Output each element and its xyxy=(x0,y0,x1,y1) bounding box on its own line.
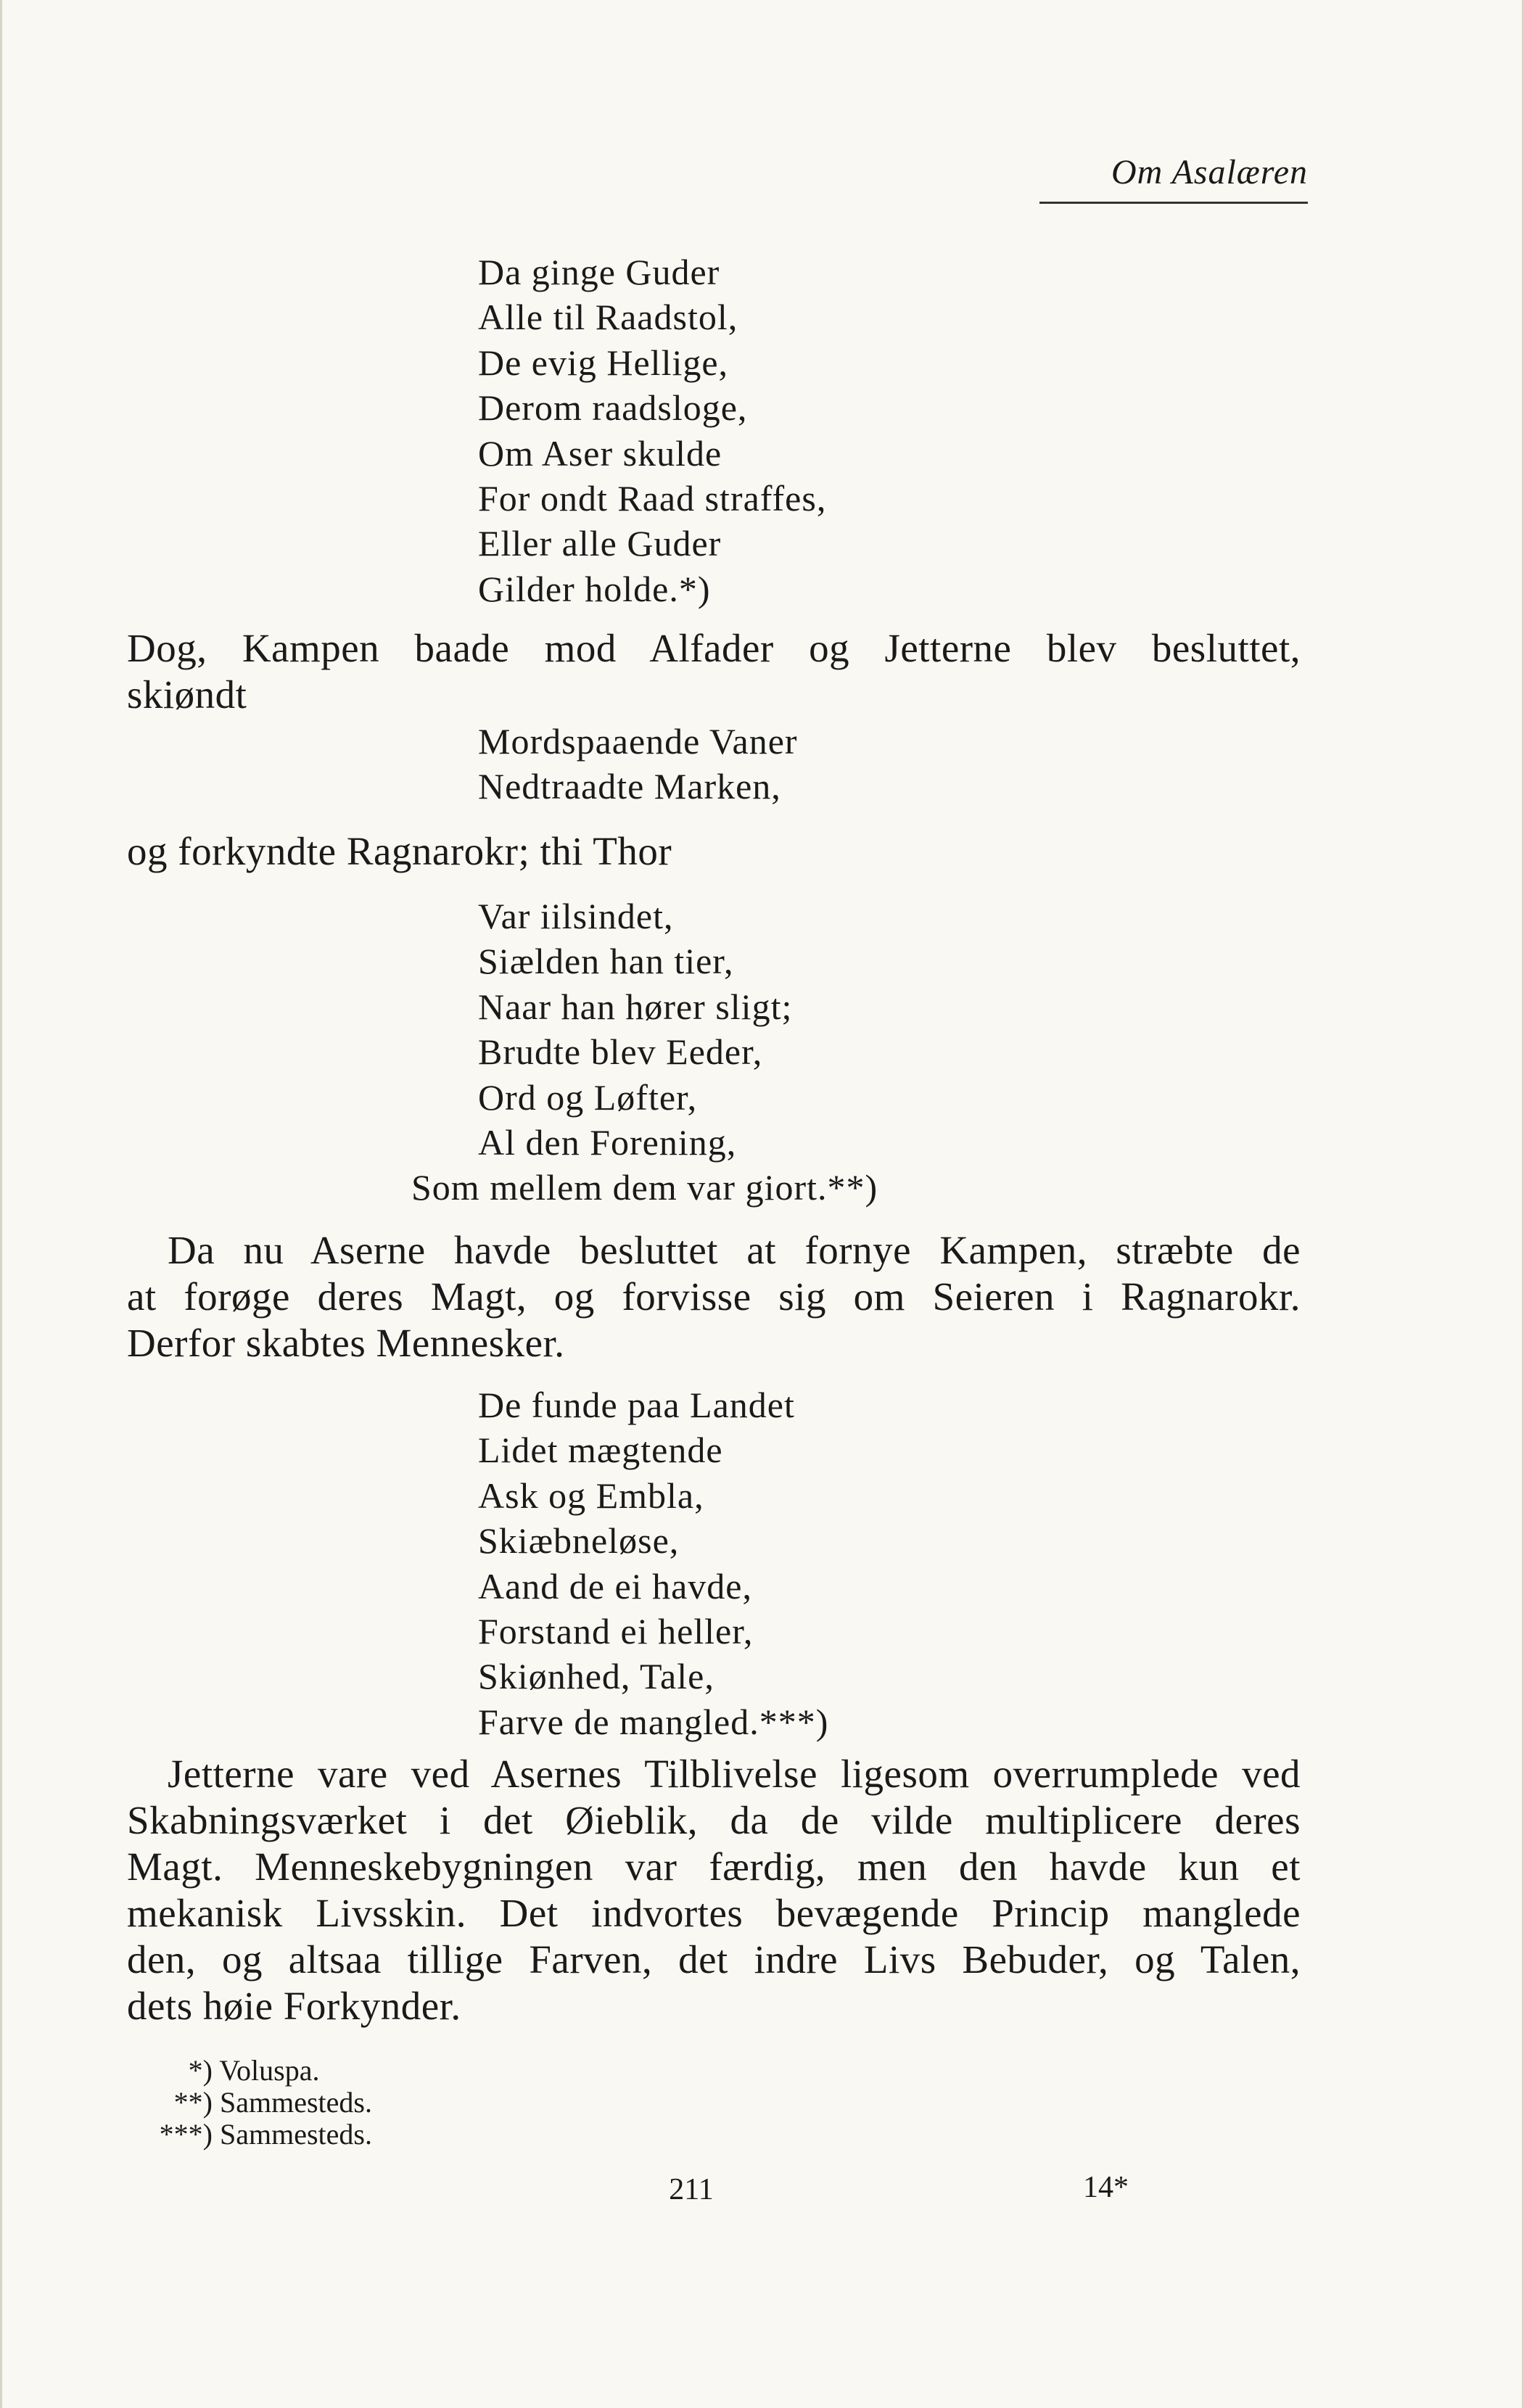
verse-line: Om Aser skulde xyxy=(478,432,722,474)
verse-line: Brudte blev Eeder, xyxy=(478,1031,763,1073)
verse-line: De funde paa Landet xyxy=(478,1385,795,1425)
paragraph-line: mekanisk Livsskin. Det indvortes bevægende Princip manglede xyxy=(127,1891,1301,1935)
verse-line: Naar han hører sligt; xyxy=(478,986,793,1027)
paragraph-line: dets høie Forkynder. xyxy=(127,1984,461,2028)
footnote-text: Sammesteds. xyxy=(220,2086,372,2119)
footnotes xyxy=(127,2055,372,2151)
verse-line: Da ginge Guder xyxy=(478,252,720,292)
verse-line: Farve de mangled.***) xyxy=(478,1701,829,1742)
verse-line: Derom raadsloge, xyxy=(478,387,748,429)
verse-line: Aand de ei havde, xyxy=(478,1565,752,1607)
footnote-text: Sammesteds. xyxy=(220,2118,372,2151)
paragraph-line: Dog, Kampen baade mod Alfader og Jetterne blev besluttet, xyxy=(127,626,1301,670)
verse-line: Nedtraadte Marken, xyxy=(478,766,781,807)
footnote-mark: **) xyxy=(173,2086,213,2119)
verse-block-3 xyxy=(411,894,878,1211)
verse-line: For ondt Raad straffes, xyxy=(478,478,827,519)
verse-line: Skiæbneløse, xyxy=(478,1520,680,1562)
footnote xyxy=(127,2119,372,2151)
paragraph-4 xyxy=(127,1751,1301,2029)
verse-line: Var iilsindet, xyxy=(478,896,674,936)
verse-block-2 xyxy=(478,719,798,809)
verse-line: Eller alle Guder xyxy=(478,523,722,564)
paragraph-line: skiøndt xyxy=(127,672,247,717)
paragraph-2 xyxy=(127,828,1301,875)
paragraph-line: Da nu Aserne havde besluttet at fornye Kampen, stræbte de xyxy=(168,1228,1301,1272)
paragraph-3 xyxy=(127,1227,1301,1366)
footnote-mark: ***) xyxy=(159,2118,213,2151)
verse-line: Siælden han tier, xyxy=(478,941,734,982)
paragraph-line: Magt. Menneskebygningen var færdig, men den havde kun et xyxy=(127,1844,1301,1889)
paragraph-line: den, og altsaa tillige Farven, det indre Livs Bebuder, og Talen, xyxy=(127,1937,1301,1982)
header-rule xyxy=(1039,202,1308,204)
verse-line: Al den Forening, xyxy=(478,1122,737,1163)
page-number: 211 xyxy=(669,2173,714,2206)
footnote xyxy=(127,2087,372,2119)
verse-line: Skiønhed, Tale, xyxy=(478,1656,714,1697)
paragraph-1 xyxy=(127,625,1301,718)
paragraph-line: Jetterne vare ved Asernes Tilblivelse ligesom overrumplede ved xyxy=(168,1752,1301,1796)
verse-line: Lidet mægtende xyxy=(478,1430,723,1471)
footnote-text: Voluspa. xyxy=(219,2054,320,2087)
verse-block-4 xyxy=(478,1382,828,1744)
running-header: Om Asalæren xyxy=(1111,153,1308,191)
paragraph-line: Skabningsværket i det Øieblik, da de vilde multiplicere deres xyxy=(127,1798,1301,1842)
verse-line: Mordspaaende Vaner xyxy=(478,721,798,762)
verse-line: De evig Hellige, xyxy=(478,342,729,383)
verse-line: Ask og Embla, xyxy=(478,1475,704,1516)
signature-mark: 14* xyxy=(1083,2171,1129,2204)
verse-line: Alle til Raadstol, xyxy=(478,297,738,338)
footnote-mark: *) xyxy=(188,2054,213,2087)
verse-line: Ord og Løfter, xyxy=(478,1076,698,1118)
paragraph-line: at forøge deres Magt, og forvisse sig om Seieren i Ragnarokr. xyxy=(127,1274,1301,1319)
verse-line: Som mellem dem var giort.**) xyxy=(411,1167,878,1208)
footnote xyxy=(127,2055,372,2087)
paragraph-line: og forkyndte Ragnarokr; thi Thor xyxy=(127,829,672,873)
paragraph-line: Derfor skabtes Mennesker. xyxy=(127,1321,565,1365)
verse-block-1 xyxy=(478,250,826,611)
verse-line: Forstand ei heller, xyxy=(478,1611,754,1652)
verse-line: Gilder holde.*) xyxy=(478,568,711,609)
